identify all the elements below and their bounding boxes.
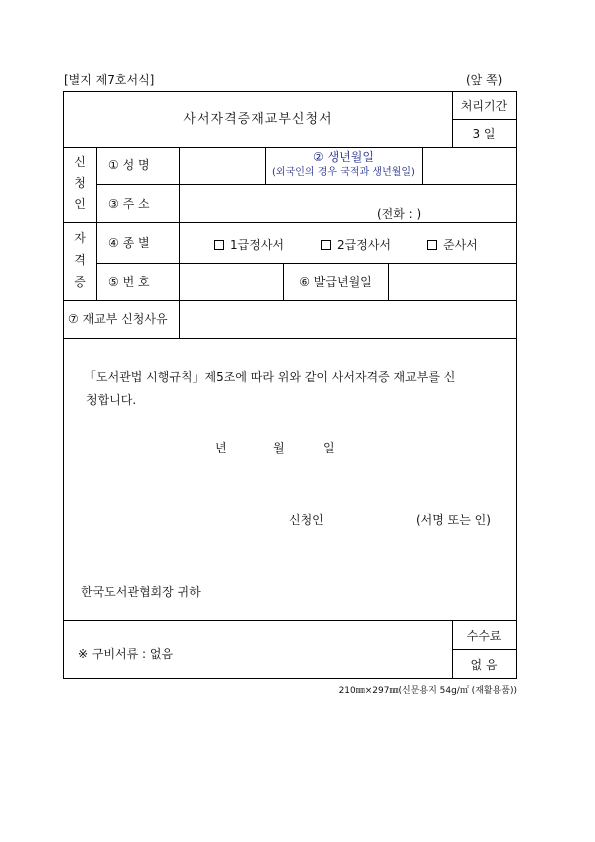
form-number: [별지 제7호서식]	[64, 73, 155, 87]
row-divider	[64, 147, 516, 148]
date-year-label: 년	[215, 441, 227, 455]
column-divider	[388, 263, 389, 300]
checkbox-icon	[427, 240, 437, 250]
column-divider	[179, 300, 180, 338]
page-side-label: (앞 쪽)	[466, 73, 503, 87]
paper-spec: 210㎜×297㎜(신문용지 54g/㎡ (재활용품))	[338, 686, 517, 696]
row-divider	[64, 222, 516, 223]
application-form	[63, 91, 517, 679]
applicant-section-label-1: 신	[74, 155, 86, 169]
qualification-section-label-2: 격	[74, 253, 86, 267]
birth-date-sublabel: (외국인의 경우 국적과 생년월일)	[272, 167, 415, 178]
applicant-section-label-2: 청	[74, 176, 86, 190]
option-associate-checkbox[interactable]	[427, 236, 478, 253]
address-label: ③ 주 소	[108, 197, 150, 211]
phone-field[interactable]: (전화 : )	[377, 207, 422, 221]
signature-field[interactable]: (서명 또는 인)	[416, 513, 491, 527]
statement-line-1: 「도서관법 시행규칙」제5조에 따라 위와 같이 사서자격증 재교부를 신	[84, 370, 456, 384]
row-divider	[64, 620, 516, 621]
reason-label: ⑦ 재교부 신청사유	[68, 312, 168, 326]
processing-period-value: 3 일	[472, 127, 496, 141]
option-grade2-label: 2급정사서	[337, 238, 392, 252]
addressee: 한국도서관협회장 귀하	[81, 585, 201, 599]
processing-divider	[452, 119, 516, 120]
number-label: ⑤ 번 호	[108, 275, 150, 289]
checkbox-icon	[214, 240, 224, 250]
row-divider	[96, 184, 516, 185]
required-documents: ※ 구비서류 : 없음	[78, 647, 174, 661]
applicant-section-label-3: 인	[74, 197, 86, 211]
processing-period-label: 처리기간	[460, 99, 508, 113]
form-title: 사서자격증재교부신청서	[183, 112, 333, 127]
column-divider	[96, 147, 97, 300]
name-label: ① 성 명	[108, 158, 150, 172]
option-grade2-checkbox[interactable]	[321, 236, 391, 253]
fee-value: 없 음	[470, 658, 498, 672]
row-divider	[64, 300, 516, 301]
qualification-section-label-3: 증	[74, 275, 86, 289]
option-grade1-label: 1급정사서	[230, 238, 285, 252]
checkbox-icon	[321, 240, 331, 250]
column-divider	[422, 147, 423, 184]
row-divider	[96, 263, 516, 264]
issue-date-label: ⑥ 발급년월일	[299, 275, 372, 289]
statement-line-2: 청합니다.	[86, 393, 137, 407]
fee-divider	[452, 649, 516, 650]
row-divider	[64, 338, 516, 339]
option-associate-label: 준사서	[443, 238, 478, 252]
birth-date-label: ② 생년월일	[313, 150, 374, 164]
applicant-signature-label: 신청인	[289, 513, 324, 527]
option-grade1-checkbox[interactable]	[214, 236, 284, 253]
column-divider	[179, 147, 180, 300]
date-month-label: 월	[273, 441, 285, 455]
type-label: ④ 종 별	[108, 236, 150, 250]
fee-label: 수수료	[466, 629, 502, 643]
date-day-label: 일	[323, 441, 335, 455]
qualification-section-label-1: 자	[74, 231, 86, 245]
